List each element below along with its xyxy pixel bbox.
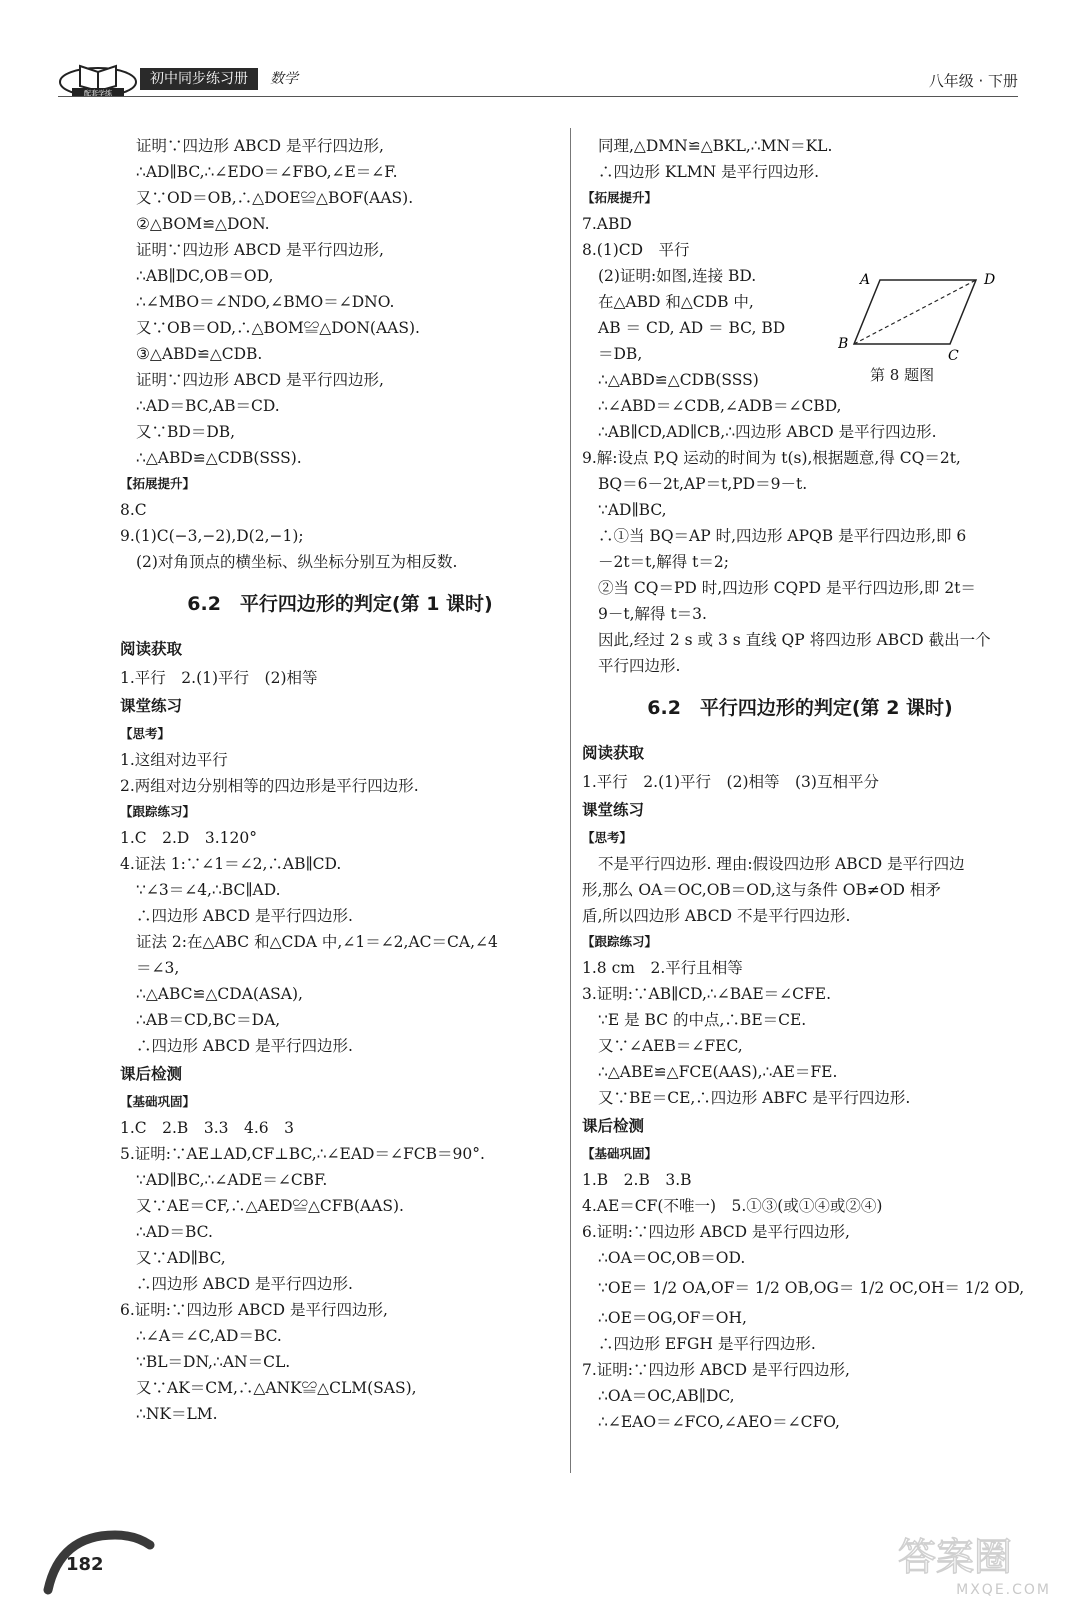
text-line: ∵E 是 BC 的中点,∴BE＝CE.	[598, 1011, 807, 1029]
text-line: 1.这组对边平行	[120, 751, 228, 769]
text-line: ∴NK＝LM.	[136, 1405, 218, 1423]
text-line: 9.(1)C(−3,−2),D(2,−1);	[120, 527, 304, 545]
book-logo-icon	[58, 58, 140, 98]
subsection-heading: 阅读获取	[582, 744, 645, 762]
text-line: AB ＝ CD, AD ＝ BC, BD	[598, 319, 786, 337]
text-line: ∴四边形 ABCD 是平行四边形.	[136, 1275, 353, 1293]
text-line: 形,那么 OA＝OC,OB＝OD,这与条件 OB≠OD 相矛	[582, 881, 941, 899]
text-line: ∴四边形 KLMN 是平行四边形.	[598, 163, 820, 181]
section-label: 【基础巩固】	[582, 1146, 658, 1161]
text-line: 平行四边形.	[598, 657, 681, 675]
vertex-d-label: D	[984, 272, 996, 288]
text-line: 1.C 2.D 3.120°	[120, 829, 257, 847]
text-line: ∴AB＝CD,BC＝DA,	[136, 1011, 281, 1029]
page-corner-arc-icon	[40, 1505, 160, 1600]
text-line: 又∵OB＝OD,∴△BOM≌△DON(AAS).	[136, 319, 420, 337]
text-line: 因此,经过 2 s 或 3 s 直线 QP 将四边形 ABCD 截出一个	[598, 631, 991, 649]
text-line: ∴OE＝OG,OF＝OH,	[598, 1309, 747, 1327]
text-line: ∴OA＝OC,AB∥DC,	[598, 1387, 735, 1405]
text-line: ∵OE＝ 1/2 OA,OF＝ 1/2 OB,OG＝ 1/2 OC,OH＝ 1/2 OD,	[598, 1279, 1025, 1297]
section-label: 【跟踪练习】	[120, 804, 196, 819]
text-line: ∴∠EAO＝∠FCO,∠AEO＝∠CFO,	[598, 1413, 840, 1431]
series-title: 初中同步练习册	[140, 68, 258, 90]
subsection-heading: 课堂练习	[120, 697, 183, 715]
section-label: 【思考】	[582, 830, 633, 845]
text-line: 1.C 2.B 3.3 4.6 3	[120, 1119, 294, 1137]
text-line: 在△ABD 和△CDB 中,	[598, 293, 754, 311]
text-line: 盾,所以四边形 ABCD 不是平行四边形.	[582, 907, 851, 925]
text-line: 又∵∠AEB＝∠FEC,	[598, 1037, 743, 1055]
text-line: 6.证明:∵四边形 ABCD 是平行四边形,	[120, 1301, 388, 1319]
text-line: ∴四边形 ABCD 是平行四边形.	[136, 1037, 353, 1055]
section-label: 【思考】	[120, 726, 171, 741]
text-line: 7.ABD	[582, 215, 632, 233]
text-line: 7.证明:∵四边形 ABCD 是平行四边形,	[582, 1361, 850, 1379]
subsection-heading: 课堂练习	[582, 801, 645, 819]
text-line: ∵∠3＝∠4,∴BC∥AD.	[136, 881, 281, 899]
watermark-logo	[855, 1530, 1055, 1588]
text-line: ＝DB,	[598, 345, 643, 363]
section-label: 【拓展提升】	[582, 190, 658, 205]
text-line: ②△BOM≌△DON.	[136, 215, 270, 233]
subsection-heading: 阅读获取	[120, 640, 183, 658]
text-line: (2)对角顶点的横坐标、纵坐标分别互为相反数.	[136, 553, 458, 571]
section-label: 【基础巩固】	[120, 1094, 196, 1109]
text-line: ∴OA＝OC,OB＝OD.	[598, 1249, 746, 1267]
subject-label: 数学	[270, 71, 298, 87]
text-line: 又∵AK＝CM,∴△ANK≌△CLM(SAS),	[136, 1379, 417, 1397]
text-line: (2)证明:如图,连接 BD.	[598, 267, 757, 285]
grade-label: 八年级 · 下册	[928, 72, 1018, 90]
text-line: 1.B 2.B 3.B	[582, 1171, 692, 1189]
text-line: 4.AE＝CF(不唯一) 5.①③(或①④或②④)	[582, 1197, 883, 1215]
text-line: ∵AD∥BC,	[598, 501, 667, 519]
subsection-heading: 课后检测	[120, 1065, 183, 1083]
text-line: ②当 CQ＝PD 时,四边形 CQPD 是平行四边形,即 2t＝	[598, 579, 976, 597]
text-line: 1.8 cm 2.平行且相等	[582, 959, 743, 977]
section-heading: 6.2 平行四边形的判定(第 1 课时)	[187, 593, 493, 615]
text-line: 又∵AD∥BC,	[136, 1249, 226, 1267]
column-divider	[570, 128, 571, 1473]
text-line: 4.证法 1:∵∠1＝∠2,∴AB∥CD.	[120, 855, 342, 873]
text-line: 1.平行 2.(1)平行 (2)相等	[120, 669, 318, 687]
figure-caption: 第 8 题图	[870, 366, 935, 384]
text-line: 8.(1)CD 平行	[582, 241, 690, 259]
text-line: 6.证明:∵四边形 ABCD 是平行四边形,	[582, 1223, 850, 1241]
text-line: 3.证明:∵AB∥CD,∴∠BAE＝∠CFE.	[582, 985, 832, 1003]
text-line: ＝∠3,	[136, 959, 180, 977]
text-line: ∴①当 BQ＝AP 时,四边形 APQB 是平行四边形,即 6	[598, 527, 967, 545]
text-line: 9.解:设点 P,Q 运动的时间为 t(s),根据题意,得 CQ＝2t,	[582, 449, 961, 467]
text-line: ∴AD∥BC,∴∠EDO＝∠FBO,∠E＝∠F.	[136, 163, 398, 181]
section-label: 【跟踪练习】	[582, 934, 658, 949]
text-line: ∴AB∥CD,AD∥CB,∴四边形 ABCD 是平行四边形.	[598, 423, 937, 441]
text-line: ∴AD＝BC,AB＝CD.	[136, 397, 280, 415]
text-line: 8.C	[120, 501, 147, 519]
text-line: ∴△ABD≌△CDB(SSS).	[136, 449, 302, 467]
left-column	[120, 133, 560, 1427]
logo-text: 配套学练	[84, 89, 112, 98]
text-line: ∴四边形 ABCD 是平行四边形.	[136, 907, 353, 925]
text-line: －2t＝t,解得 t＝2;	[598, 553, 729, 571]
text-line: 证明∵四边形 ABCD 是平行四边形,	[136, 137, 384, 155]
text-line: ∵AD∥BC,∴∠ADE＝∠CBF.	[136, 1171, 328, 1189]
text-line: 证法 2:在△ABC 和△CDA 中,∠1＝∠2,AC＝CA,∠4	[136, 933, 498, 951]
text-line: 5.证明:∵AE⊥AD,CF⊥BC,∴∠EAD＝∠FCB＝90°.	[120, 1145, 485, 1163]
text-line: 9－t,解得 t＝3.	[598, 605, 707, 623]
text-line: 证明∵四边形 ABCD 是平行四边形,	[136, 371, 384, 389]
vertex-b-label: B	[838, 336, 849, 352]
text-line: 又∵BE＝CE,∴四边形 ABFC 是平行四边形.	[598, 1089, 911, 1107]
text-line: 1.平行 2.(1)平行 (2)相等 (3)互相平分	[582, 773, 879, 791]
page-number: 182	[66, 1554, 104, 1575]
subsection-heading: 课后检测	[582, 1117, 645, 1135]
text-line: ∴AB∥DC,OB＝OD,	[136, 267, 274, 285]
section-heading: 6.2 平行四边形的判定(第 2 课时)	[647, 697, 953, 719]
text-line: ∴∠A＝∠C,AD＝BC.	[136, 1327, 282, 1345]
text-line: 证明∵四边形 ABCD 是平行四边形,	[136, 241, 384, 259]
watermark-url: MXQE.COM	[956, 1582, 1051, 1598]
vertex-c-label: C	[948, 348, 959, 364]
text-line: ∴∠MBO＝∠NDO,∠BMO＝∠DNO.	[136, 293, 395, 311]
text-line: ∴△ABE≌△FCE(AAS),∴AE＝FE.	[598, 1063, 838, 1081]
text-line: 同理,△DMN≌△BKL,∴MN＝KL.	[598, 137, 833, 155]
page-header	[58, 58, 1018, 98]
text-line: ∴∠ABD＝∠CDB,∠ADB＝∠CBD,	[598, 397, 842, 415]
text-line: ∵BL＝DN,∴AN＝CL.	[136, 1353, 291, 1371]
text-line: ∴△ABC≌△CDA(ASA),	[136, 985, 303, 1003]
text-line: BQ＝6－2t,AP＝t,PD＝9－t.	[598, 475, 808, 493]
vertex-a-label: A	[860, 272, 871, 288]
text-line: ③△ABD≌△CDB.	[136, 345, 263, 363]
text-line: ∴四边形 EFGH 是平行四边形.	[598, 1335, 816, 1353]
text-line: 又∵AE＝CF,∴△AED≌△CFB(AAS).	[136, 1197, 404, 1215]
text-line: 又∵OD＝OB,∴△DOE≌△BOF(AAS).	[136, 189, 414, 207]
text-line: 2.两组对边分别相等的四边形是平行四边形.	[120, 777, 419, 795]
section-label: 【拓展提升】	[120, 476, 196, 491]
text-line: 又∵BD＝DB,	[136, 423, 236, 441]
watermark-text: 答案圈	[897, 1535, 1013, 1579]
parallelogram-shape	[854, 280, 976, 344]
text-line: ∴AD＝BC.	[136, 1223, 213, 1241]
header-rule	[58, 96, 1018, 97]
text-line: 不是平行四边形. 理由:假设四边形 ABCD 是平行四边	[598, 855, 965, 873]
text-line: ∴△ABD≌△CDB(SSS)	[598, 371, 759, 389]
diagonal-bd	[854, 280, 976, 344]
